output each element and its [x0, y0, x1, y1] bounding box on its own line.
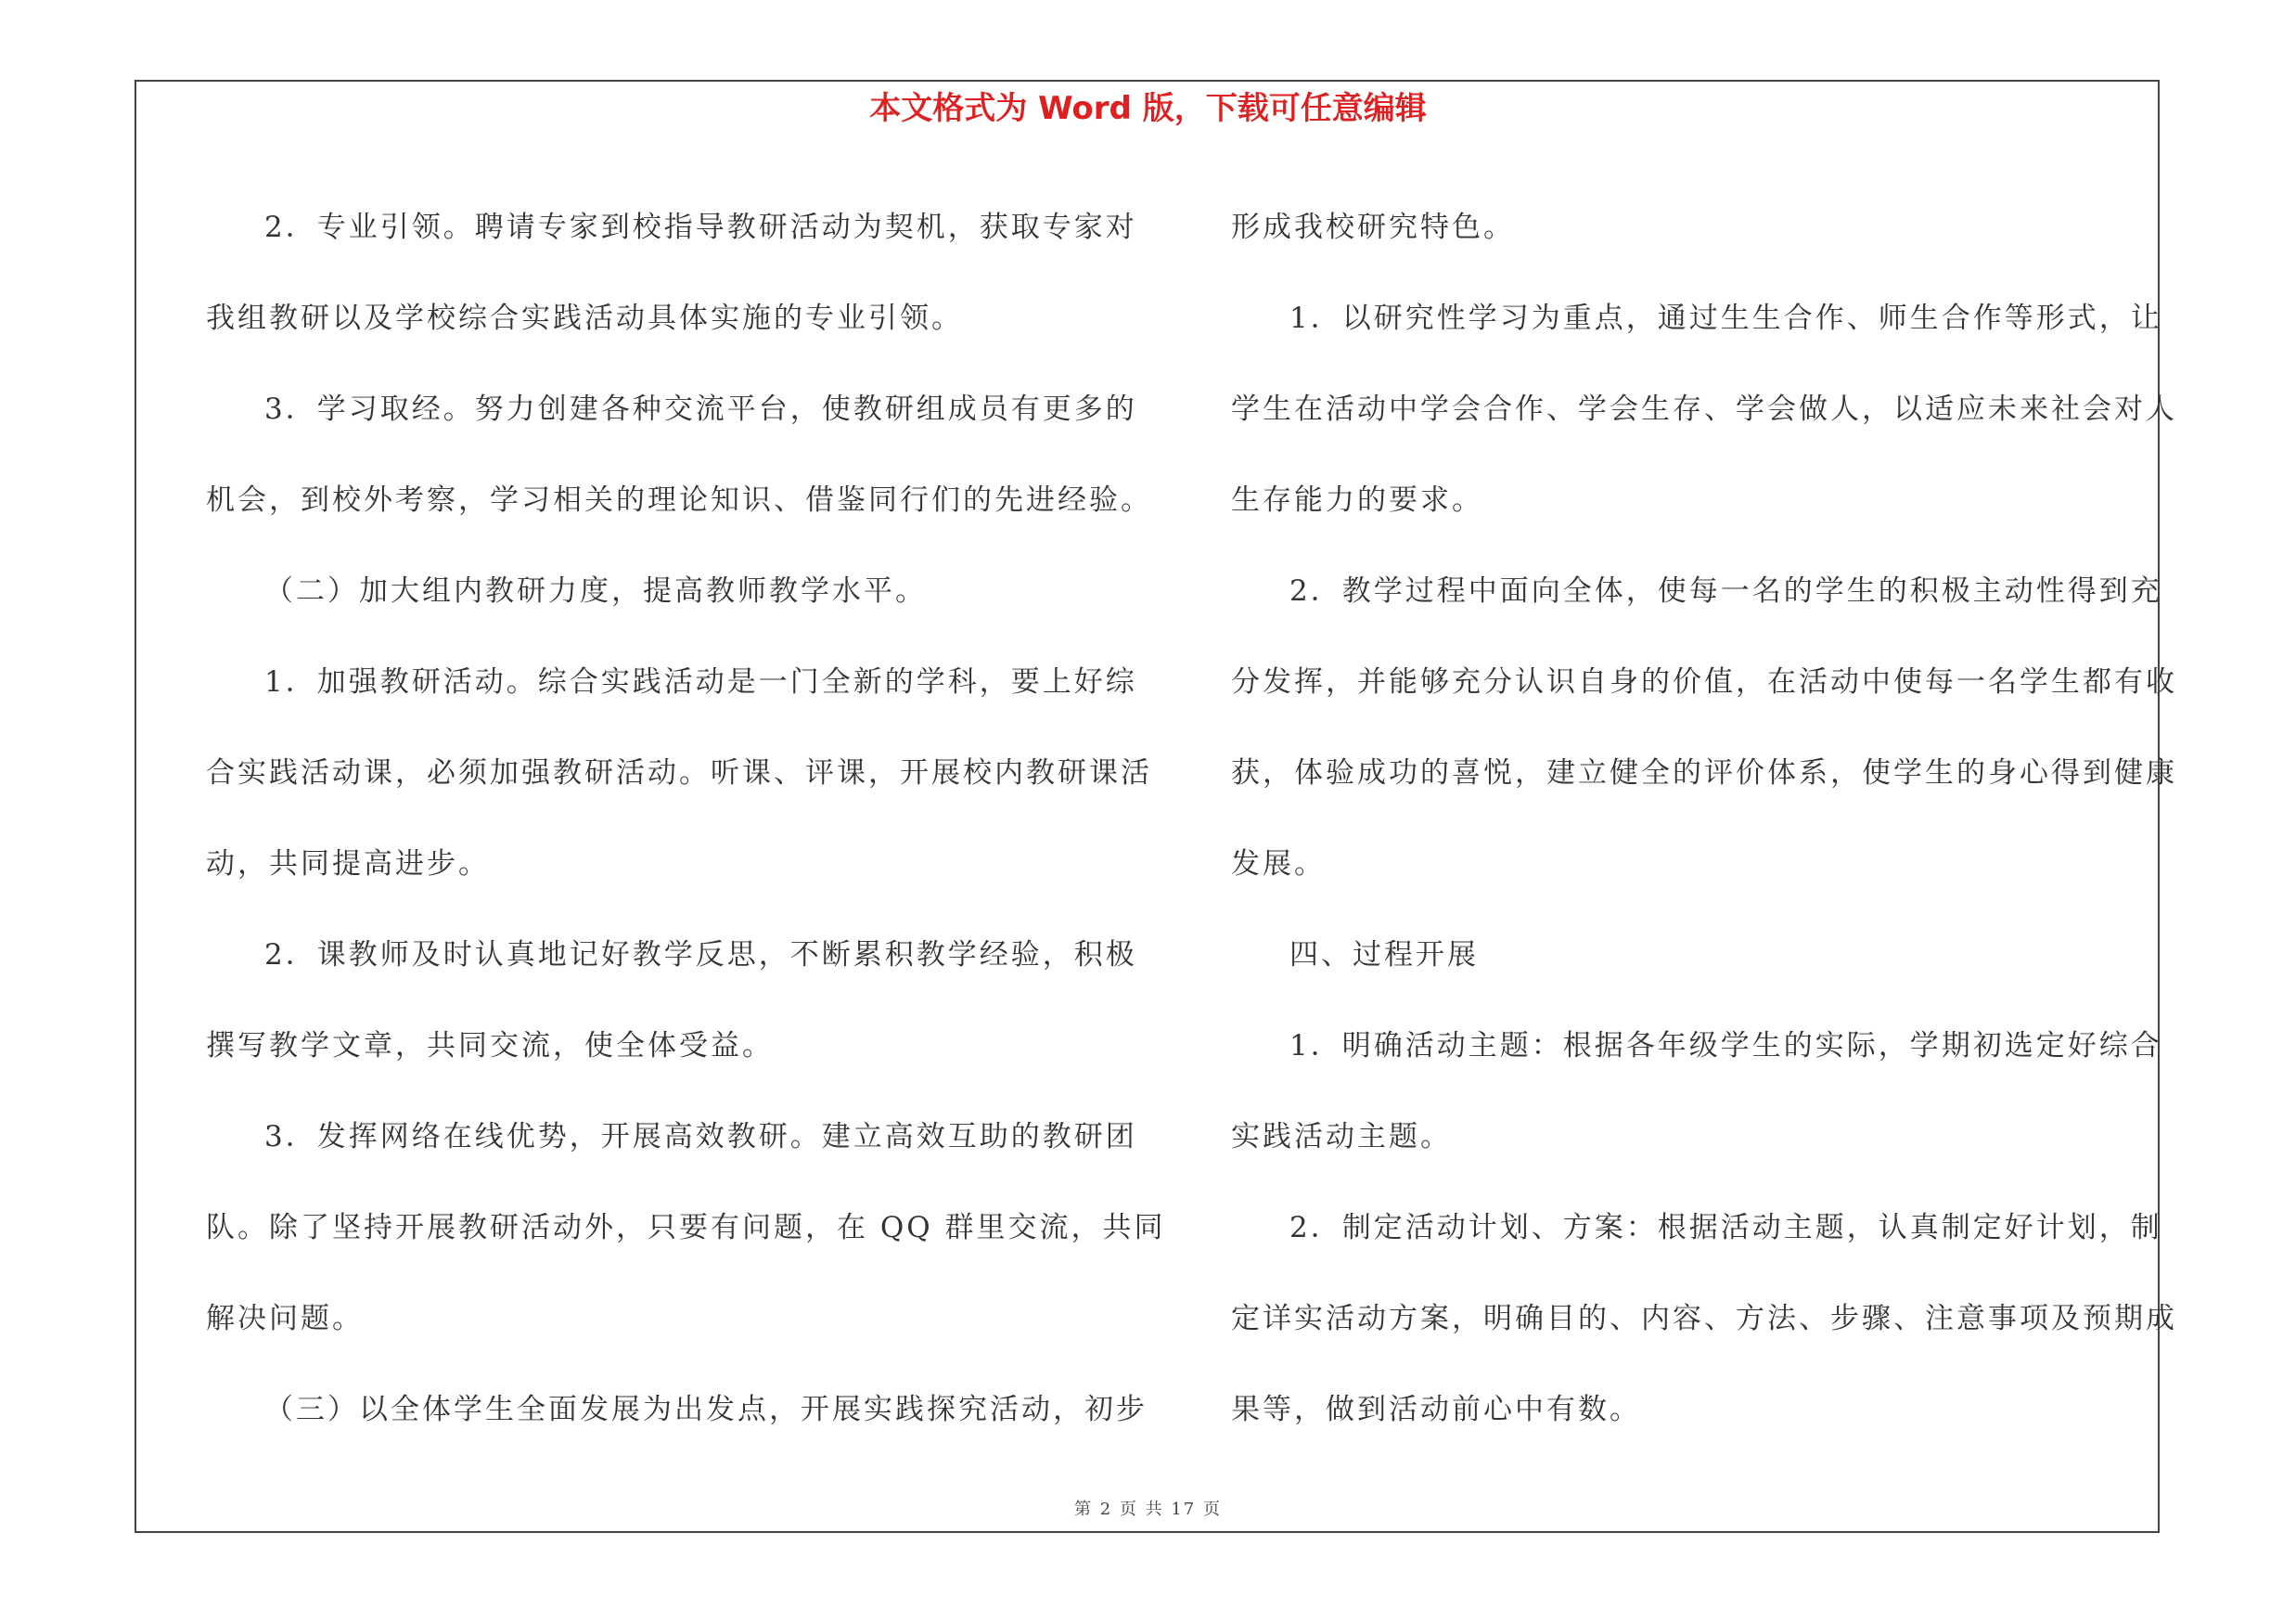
paragraph-line: 1．以研究性学习为重点，通过生生合作、师生合作等形式，让	[1289, 302, 2162, 335]
left-column	[206, 182, 1166, 1455]
paragraph-line: 2．课教师及时认真地记好教学反思，不断累积教学经验，积极	[264, 938, 1137, 972]
paragraph-line: 3．学习取经。努力创建各种交流平台，使教研组成员有更多的	[264, 393, 1137, 426]
paragraph-line: 实践活动主题。	[1231, 1120, 1452, 1153]
paragraph-line: 定详实活动方案，明确目的、内容、方法、步骤、注意事项及预期成	[1231, 1302, 2177, 1335]
paragraph-line: 我组教研以及学校综合实践活动具体实施的专业引领。	[206, 302, 963, 335]
paragraph-line: 解决问题。	[206, 1302, 364, 1335]
paragraph-line: 队。除了坚持开展教研活动外，只要有问题，在 QQ 群里交流，共同	[206, 1211, 1166, 1244]
paragraph-line: 机会，到校外考察，学习相关的理论知识、借鉴同行们的先进经验。	[206, 483, 1152, 517]
paragraph-line: 获，体验成功的喜悦，建立健全的评价体系，使学生的身心得到健康	[1231, 756, 2177, 790]
paragraph-line: 2．制定活动计划、方案：根据活动主题，认真制定好计划，制	[1289, 1211, 2162, 1244]
paragraph-line: 动，共同提高进步。	[206, 847, 490, 881]
paragraph-line: 发展。	[1231, 847, 1326, 881]
paragraph-line: 合实践活动课，必须加强教研活动。听课、评课，开展校内教研课活	[206, 756, 1152, 790]
paragraph-line: 形成我校研究特色。	[1231, 211, 1515, 244]
section-heading: （三）以全体学生全面发展为出发点，开展实践探究活动，初步	[264, 1393, 1148, 1426]
paragraph-line: 分发挥，并能够充分认识自身的价值，在活动中使每一名学生都有收	[1231, 665, 2177, 699]
paragraph-line: 撰写教学文章，共同交流，使全体受益。	[206, 1029, 774, 1063]
paragraph-line: 2．专业引领。聘请专家到校指导教研活动为契机，获取专家对	[264, 211, 1137, 244]
paragraph-line: 1．加强教研活动。综合实践活动是一门全新的学科，要上好综	[264, 665, 1137, 699]
paragraph-line: 生存能力的要求。	[1231, 483, 1483, 517]
section-heading: 四、过程开展	[1289, 938, 1479, 972]
paragraph-line: 学生在活动中学会合作、学会生存、学会做人，以适应未来社会对人	[1231, 393, 2177, 426]
right-column	[1231, 182, 2177, 1455]
page-number: 第 2 页 共 17 页	[1074, 1500, 1222, 1519]
header-banner: 本文格式为 Word 版，下载可任意编辑	[869, 90, 1427, 127]
paragraph-line: 3．发挥网络在线优势，开展高效教研。建立高效互助的教研团	[264, 1120, 1137, 1153]
paragraph-line: 果等，做到活动前心中有数。	[1231, 1393, 1641, 1426]
paragraph-line: 2．教学过程中面向全体，使每一名的学生的积极主动性得到充	[1289, 574, 2162, 608]
paragraph-line: 1．明确活动主题：根据各年级学生的实际，学期初选定好综合	[1289, 1029, 2162, 1063]
section-heading: （二）加大组内教研力度，提高教师教学水平。	[264, 574, 927, 608]
